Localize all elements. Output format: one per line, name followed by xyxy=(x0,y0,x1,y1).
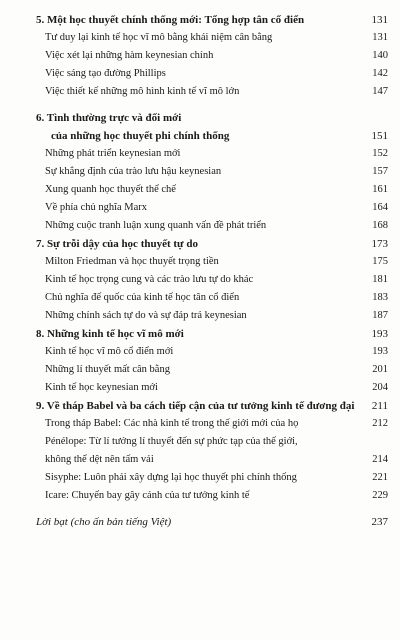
toc-entry-title: không thể dệt nên tấm vải xyxy=(45,454,154,465)
toc-entry-title: Những cuộc tranh luận xung quanh vấn đề phát triển xyxy=(45,220,267,231)
table-of-contents xyxy=(36,11,388,531)
toc-page-number: 175 xyxy=(372,256,388,267)
toc-page-number: 140 xyxy=(372,50,388,61)
toc-page-number: 151 xyxy=(371,130,388,142)
toc-entry-row xyxy=(36,29,388,47)
toc-entry-title: Kinh tế học vĩ mô cổ điển mới xyxy=(45,346,174,357)
toc-page-number: 152 xyxy=(372,148,388,159)
toc-entry-row xyxy=(36,343,388,361)
toc-entry-row xyxy=(36,451,388,469)
toc-entry-row xyxy=(36,199,388,217)
toc-entry-title: Việc thiết kế những mô hình kinh tế vĩ mô lớn xyxy=(45,86,240,97)
toc-page-number: 229 xyxy=(372,490,388,501)
toc-entry-row xyxy=(36,253,388,271)
toc-page-number: 173 xyxy=(371,238,388,250)
toc-entry-row xyxy=(36,415,388,433)
toc-entry-row xyxy=(36,271,388,289)
toc-chapter-row xyxy=(36,325,388,343)
toc-entry-title: Kinh tế học trọng cung và các trào lưu tự do khác xyxy=(45,274,254,285)
toc-entry-title: 6. Tình thường trực và đổi mới xyxy=(36,112,182,124)
toc-entry-title: Lời bạt (cho ấn bản tiếng Việt) xyxy=(36,516,172,528)
toc-entry-row xyxy=(36,163,388,181)
toc-page-number: 161 xyxy=(372,184,388,195)
toc-entry-title: 8. Những kinh tế học vĩ mô mới xyxy=(36,328,184,340)
toc-entry-row xyxy=(36,145,388,163)
toc-entry-title: Những lí thuyết mất cân bằng xyxy=(45,364,170,375)
toc-entry-title: Milton Friedman và học thuyết trọng tiền xyxy=(45,256,219,267)
toc-page-number: 212 xyxy=(372,418,388,429)
toc-chapter-row xyxy=(36,235,388,253)
toc-entry-title: Tư duy lại kinh tế học vĩ mô bằng khái niệm cân bằng xyxy=(45,32,273,43)
toc-page-number: 131 xyxy=(371,14,388,26)
toc-entry-title: của những học thuyết phi chính thống xyxy=(51,130,230,142)
toc-entry-title: Kinh tế học keynesian mới xyxy=(45,382,158,393)
toc-entry-title: Về phía chủ nghĩa Marx xyxy=(45,202,148,213)
toc-entry-title: Việc sáng tạo đường Phillips xyxy=(45,68,166,79)
toc-entry-title: Chủ nghĩa đế quốc của kinh tế học tân cổ điển xyxy=(45,292,240,303)
toc-entry-title: 7. Sự trỗi dậy của học thuyết tự do xyxy=(36,238,199,250)
toc-page-number: 187 xyxy=(372,310,388,321)
toc-entry-row xyxy=(36,289,388,307)
toc-page-number: 147 xyxy=(372,86,388,97)
toc-entry-row xyxy=(36,379,388,397)
toc-entry-title: Việc xét lại những hàm keynesian chính xyxy=(45,50,214,61)
toc-entry-row xyxy=(36,217,388,235)
section-gap xyxy=(36,101,388,109)
toc-entry-row xyxy=(36,433,388,451)
toc-entry-row xyxy=(36,469,388,487)
toc-page-number: 181 xyxy=(372,274,388,285)
toc-entry-row xyxy=(36,487,388,505)
toc-entry-title: Pénélope: Từ lí tưởng lí thuyết đến sự phức tạp của thế giới, xyxy=(45,436,298,447)
toc-afterword-row xyxy=(36,513,388,531)
toc-page-number: 211 xyxy=(371,400,388,412)
toc-entry-title: Sisyphe: Luôn phải xây dựng lại học thuyết phi chính thống xyxy=(45,472,297,483)
toc-entry-title: Xung quanh học thuyết thể chế xyxy=(45,184,176,195)
toc-entry-row xyxy=(36,65,388,83)
toc-page-number: 204 xyxy=(372,382,388,393)
toc-entry-title: 5. Một học thuyết chính thống mới: Tổng hợp tân cổ điển xyxy=(36,14,305,26)
section-gap xyxy=(36,505,388,513)
toc-entry-title: Icare: Chuyến bay gây cảnh của tư tưởng kinh tế xyxy=(45,490,250,501)
toc-page-number: 221 xyxy=(372,472,388,483)
toc-entry-row xyxy=(36,361,388,379)
toc-chapter-row xyxy=(36,397,388,415)
toc-entry-row xyxy=(36,47,388,65)
toc-page-number: 193 xyxy=(372,346,388,357)
toc-page-number: 168 xyxy=(372,220,388,231)
toc-entry-row xyxy=(36,307,388,325)
toc-page-number: 237 xyxy=(371,516,388,528)
toc-page-number: 201 xyxy=(372,364,388,375)
toc-page-number: 193 xyxy=(371,328,388,340)
toc-page-number: 142 xyxy=(372,68,388,79)
toc-chapter-row xyxy=(36,109,388,127)
toc-page-number: 164 xyxy=(372,202,388,213)
toc-entry-title: Trong tháp Babel: Các nhà kinh tế trong thế giới mới của họ xyxy=(45,418,299,429)
toc-entry-title: 9. Về tháp Babel và ba cách tiếp cận của tư tưởng kinh tế đương đại xyxy=(36,400,355,412)
toc-entry-row xyxy=(36,181,388,199)
toc-entry-row xyxy=(36,83,388,101)
toc-entry-title: Những chính sách tự do và sự đáp trả keynesian xyxy=(45,310,247,321)
toc-page-number: 157 xyxy=(372,166,388,177)
toc-chapter-row xyxy=(36,11,388,29)
toc-entry-title: Sự khẳng định của trào lưu hậu keynesian xyxy=(45,166,222,177)
toc-entry-title: Những phát triển keynesian mới xyxy=(45,148,181,159)
toc-page-number: 131 xyxy=(372,32,388,43)
toc-page-number: 183 xyxy=(372,292,388,303)
toc-entry-row xyxy=(36,127,388,145)
toc-page-number: 214 xyxy=(372,454,388,465)
